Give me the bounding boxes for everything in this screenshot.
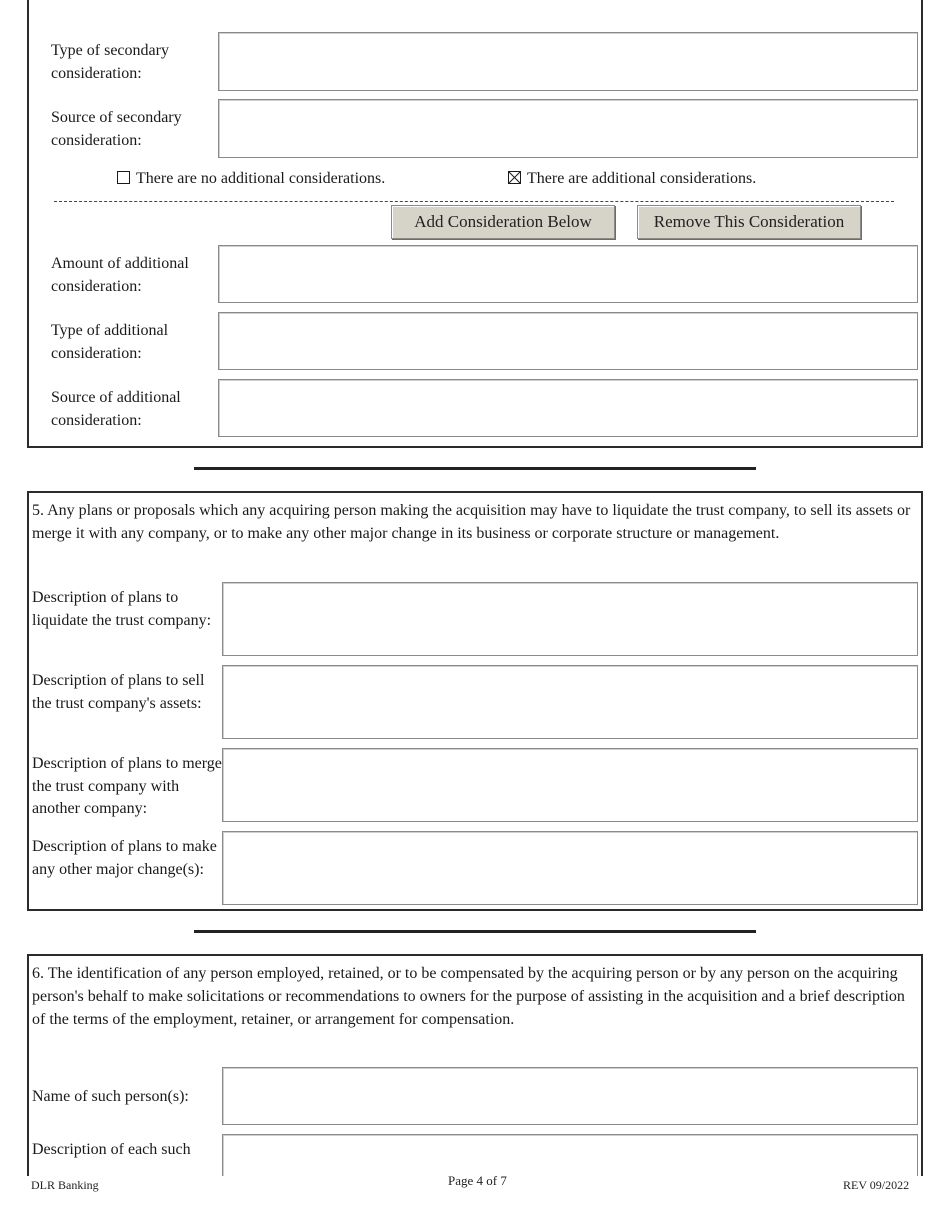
amount-additional-input[interactable] [218, 245, 918, 303]
merge-input[interactable] [222, 748, 918, 822]
footer-left: DLR Banking [31, 1178, 99, 1192]
liquidate-input[interactable] [222, 582, 918, 656]
person-name-input[interactable] [222, 1067, 918, 1125]
has-additional-text: There are additional considerations. [527, 170, 757, 187]
sell-assets-input[interactable] [222, 665, 918, 739]
other-change-label: Description of plans to make any other major change(s): [32, 838, 217, 878]
section-separator [194, 930, 756, 933]
section-separator [194, 467, 756, 470]
type-additional-label: Type of additional consideration: [51, 322, 169, 362]
has-additional-option[interactable] [508, 169, 756, 189]
checkmark-x-icon [509, 172, 520, 183]
section-5-intro: 5. Any plans or proposals which any acquiring person making the acquisition may have to liquidate the trust company, to sell its assets or merge it with any company, or to make any other major change in its business or corporate structure or management. [32, 502, 911, 542]
source-additional-input[interactable] [218, 379, 918, 437]
type-secondary-label: Type of secondary consideration: [51, 42, 169, 82]
footer-page-number: Page 4 of 7 [448, 1173, 507, 1188]
sell-assets-label: Description of plans to sell the trust company's assets: [32, 672, 205, 712]
source-secondary-input[interactable] [218, 99, 918, 158]
source-additional-label: Source of additional consideration: [51, 389, 181, 429]
no-additional-option[interactable] [117, 169, 385, 189]
section-6-intro: 6. The identification of any person employed, retained, or to be compensated by the acquiring person or by any person on the acquiring person's behalf to make solicitations or recommendations to owners for the purpose of assisting in the acquisition and a brief description of the terms of the employment, retainer, or arrangement for compensation. [32, 965, 905, 1028]
add-consideration-button[interactable]: Add Consideration Below [391, 205, 615, 239]
footer-revision: REV 09/2022 [843, 1178, 910, 1192]
type-additional-input[interactable] [218, 312, 918, 370]
person-name-label: Name of such person(s): [32, 1088, 189, 1105]
source-secondary-label: Source of secondary consideration: [51, 109, 182, 149]
liquidate-label: Description of plans to liquidate the trust company: [32, 589, 212, 629]
person-description-input[interactable] [222, 1134, 918, 1176]
merge-label: Description of plans to merge the trust company with another company: [32, 755, 222, 817]
type-secondary-input[interactable] [218, 32, 918, 91]
remove-consideration-button[interactable]: Remove This Consideration [637, 205, 861, 239]
no-additional-text: There are no additional considerations. [136, 170, 386, 187]
other-change-input[interactable] [222, 831, 918, 905]
amount-additional-label: Amount of additional consideration: [51, 255, 189, 295]
dashed-divider [54, 201, 894, 202]
has-additional-checkbox[interactable] [508, 171, 521, 184]
no-additional-checkbox[interactable] [117, 171, 130, 184]
person-description-label: Description of each such [32, 1141, 191, 1158]
